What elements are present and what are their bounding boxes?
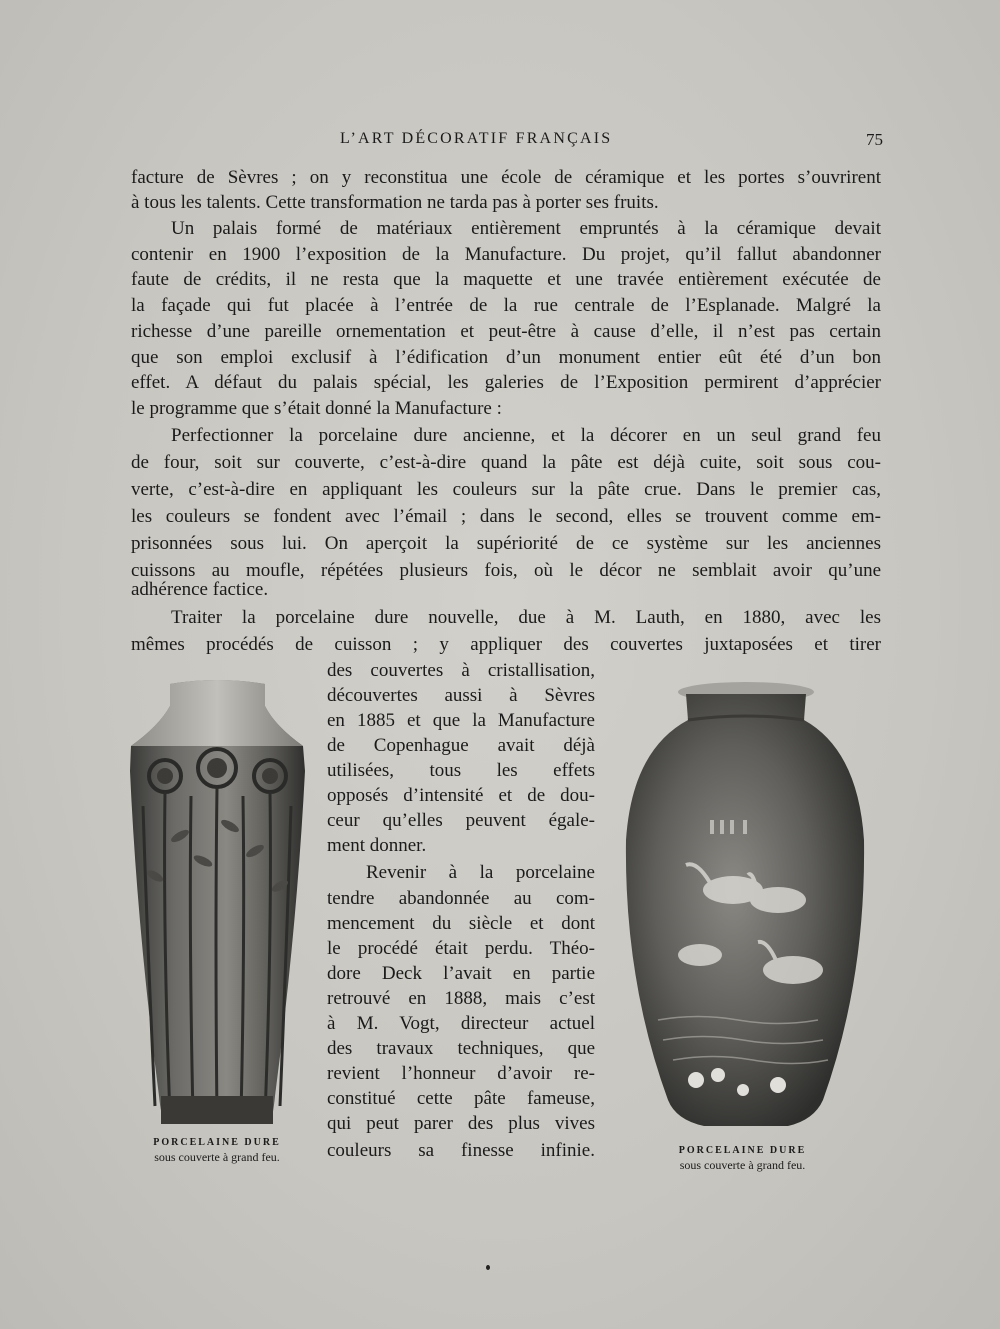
text-line: effet. A défaut du palais spécial, les galeries de l’Exposition permirent d’apprécier bbox=[131, 372, 881, 393]
text-line: à tous les talents. Cette transformation ne tarda pas à porter ses fruits. bbox=[131, 192, 659, 213]
column-line: mencement du siècle et dont bbox=[327, 913, 595, 934]
text-line: les couleurs se fondent avec l’émail ; dans le second, elles se trouvent comme em- bbox=[131, 506, 881, 527]
page-number: 75 bbox=[866, 130, 883, 149]
column-line: à M. Vogt, directeur actuel bbox=[327, 1013, 595, 1034]
column-line: Revenir à la porcelaine bbox=[366, 862, 595, 883]
text-line: prisonnées sous lui. On aperçoit la supériorité de ce système sur les anciennes bbox=[131, 533, 881, 554]
text-line: que son emploi exclusif à l’édification d’un monument entier eût été d’un bon bbox=[131, 347, 881, 368]
text-line: Un palais formé de matériaux entièrement empruntés à la céramique devait bbox=[171, 218, 881, 239]
column-line: utilisées, tous les effets bbox=[327, 760, 595, 781]
text-line: la façade qui fut placée à l’entrée de la rue centrale de l’Esplanade. Malgré la bbox=[131, 295, 881, 316]
caption-title: PORCELAINE DURE bbox=[153, 1137, 281, 1148]
ink-dot bbox=[486, 1265, 490, 1270]
text-line: richesse d’une pareille ornementation et peut-être à cause d’elle, il n’est pas certain bbox=[131, 321, 881, 342]
caption-title: PORCELAINE DURE bbox=[678, 1145, 807, 1156]
caption-subtitle: sous couverte à grand feu. bbox=[679, 1158, 806, 1172]
left-figure-caption bbox=[128, 1136, 306, 1164]
column-line: opposés d’intensité et de dou- bbox=[327, 785, 595, 806]
column-line: constitué cette pâte fameuse, bbox=[327, 1088, 595, 1109]
column-line: retrouvé en 1888, mais c’est bbox=[327, 988, 595, 1009]
column-line: ment donner. bbox=[327, 835, 427, 856]
column-line: qui peut parer des plus vives bbox=[327, 1113, 595, 1134]
column-line: des travaux techniques, que bbox=[327, 1038, 595, 1059]
text-line: facture de Sèvres ; on y reconstitua une école de céramique et les portes s’ouvrirent bbox=[131, 167, 881, 188]
text-line: Traiter la porcelaine dure nouvelle, due à M. Lauth, en 1880, avec les bbox=[171, 607, 881, 628]
text-line: cuissons au moufle, répétées plusieurs fois, où le décor ne semblait avoir qu’une bbox=[131, 560, 881, 581]
text-line: de four, soit sur couverte, c’est-à-dire quand la pâte est déjà cuite, soit sous cou- bbox=[131, 452, 881, 473]
column-line: couleurs sa finesse infinie. bbox=[327, 1140, 595, 1161]
text-line: contenir en 1900 l’exposition de la Manufacture. Du projet, qu’il fallut abandonner bbox=[131, 244, 881, 265]
running-head: L’ART DÉCORATIF FRANÇAIS bbox=[340, 130, 613, 147]
column-line: des couvertes à cristallisation, bbox=[327, 660, 595, 681]
column-line: en 1885 et que la Manufacture bbox=[327, 710, 595, 731]
column-line: le procédé était perdu. Théo- bbox=[327, 938, 595, 959]
column-line: dore Deck l’avait en partie bbox=[327, 963, 595, 984]
column-line: revient l’honneur d’avoir re- bbox=[327, 1063, 595, 1084]
sunflower-vase-illustration bbox=[125, 676, 310, 1131]
text-line: adhérence factice. bbox=[131, 579, 269, 600]
text-line: Perfectionner la porcelaine dure ancienne, et la décorer en un seul grand feu bbox=[171, 425, 881, 446]
column-line: tendre abandonnée au com- bbox=[327, 888, 595, 909]
column-line: ceur qu’elles peuvent égale- bbox=[327, 810, 595, 831]
text-line: mêmes procédés de cuisson ; y appliquer des couvertes juxtaposées et tirer bbox=[131, 634, 881, 655]
column-line: de Copenhague avait déjà bbox=[327, 735, 595, 756]
text-line: verte, c’est-à-dire en appliquant les couleurs sur la pâte crue. Dans le premier cas, bbox=[131, 479, 881, 500]
right-figure-caption bbox=[650, 1144, 835, 1172]
swan-vase-illustration bbox=[618, 680, 868, 1132]
column-line: découvertes aussi à Sèvres bbox=[327, 685, 595, 706]
caption-subtitle: sous couverte à grand feu. bbox=[154, 1150, 280, 1164]
text-line: faute de crédits, il ne resta que la maquette et une travée entièrement exécutée de bbox=[131, 269, 881, 290]
text-line: le programme que s’était donné la Manufacture : bbox=[131, 398, 502, 419]
